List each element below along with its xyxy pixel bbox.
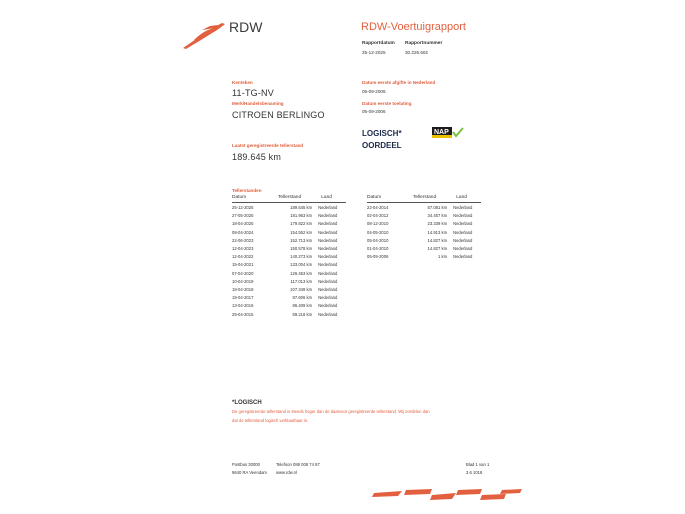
table-row (367, 244, 481, 252)
cell-datum: 07-04-2020 (232, 270, 254, 276)
cell-tellerstand: 181.963 km (290, 213, 313, 219)
rapportnummer-label: Rapportnummer (405, 41, 443, 46)
table-row (367, 253, 481, 261)
cell-tellerstand: 107.349 km (290, 286, 313, 292)
cell-datum: 18-04-2025 (232, 221, 254, 227)
table-row (232, 277, 346, 285)
cell-land: Nederland (453, 229, 473, 235)
cell-tellerstand: 14.827 km (427, 237, 448, 243)
cell-land: Nederland (318, 205, 338, 211)
col-datum: Datum (367, 195, 382, 200)
cell-tellerstand: 14.827 km (427, 246, 448, 252)
cell-tellerstand: 69.218 km (292, 311, 313, 317)
cell-tellerstand: 14.913 km (427, 229, 448, 235)
cell-land: Nederland (453, 254, 473, 260)
table-row (232, 285, 346, 293)
table-row (232, 204, 346, 212)
table-row (232, 294, 346, 302)
cell-tellerstand: 57.081 km (427, 205, 448, 211)
cell-datum: 29-04-2015 (232, 311, 254, 317)
cell-datum: 25-12-2025 (232, 205, 254, 211)
tellerstanden-table-right (367, 195, 481, 261)
table-row (367, 228, 481, 236)
cell-tellerstand: 133.004 km (290, 262, 313, 268)
cell-datum: 10-04-2019 (232, 278, 254, 284)
eerste-nl-value: 05-09-2006 (362, 89, 386, 94)
cell-land: Nederland (318, 278, 338, 284)
table-row (232, 302, 346, 310)
footer-blad: Blad 1 van 1 (466, 462, 490, 467)
teller-value: 189.645 km (232, 152, 282, 162)
cell-tellerstand: 23.339 km (427, 221, 448, 227)
cell-datum: 18-04-2018 (232, 286, 254, 292)
cell-land: Nederland (318, 286, 338, 292)
report-title: RDW-Voertuigrapport (361, 21, 466, 33)
cell-land: Nederland (318, 229, 338, 235)
cell-land: Nederland (318, 270, 338, 276)
cell-datum: 08-12-2010 (367, 221, 389, 227)
cell-land: Nederland (318, 246, 338, 252)
table-row (232, 253, 346, 261)
cell-datum: 19-04-2017 (232, 295, 254, 301)
cell-datum: 15-04-2021 (232, 262, 254, 268)
cell-tellerstand: 189.645 km (290, 205, 313, 211)
col-tellerstand: Tellerstand (412, 195, 437, 200)
cell-datum: 04-05-2010 (367, 229, 389, 235)
cell-land: Nederland (318, 295, 338, 301)
table-row (367, 212, 481, 220)
cell-land: Nederland (453, 221, 473, 227)
cell-datum: 02-04-2012 (367, 213, 389, 219)
cell-datum: 12-04-2022 (232, 254, 254, 260)
cell-tellerstand: 154.552 km (290, 229, 313, 235)
cell-land: Nederland (453, 205, 473, 211)
footnote-title: *LOGISCH (232, 400, 262, 406)
footer-postbus: Postbus 30000 (232, 462, 260, 467)
teller-label: Laatst geregistreerde tellerstand (232, 143, 304, 148)
rapportnummer-value: 30.226.602 (405, 50, 428, 55)
table-row (232, 269, 346, 277)
table-row (367, 220, 481, 228)
table-header (367, 195, 481, 203)
cell-land: Nederland (453, 237, 473, 243)
cell-tellerstand: 117.013 km (290, 278, 313, 284)
nap-logo-icon (432, 127, 464, 138)
cell-tellerstand: 150.578 km (290, 246, 313, 252)
eerste-nl-label: Datum eerste afgifte in Nederland (362, 80, 436, 85)
col-land: Land (321, 195, 332, 200)
footer-versie: 3.6 1018 (466, 470, 483, 475)
table-header (232, 195, 346, 203)
cell-tellerstand: 140.273 km (290, 254, 313, 260)
cell-land: Nederland (318, 303, 338, 309)
cell-datum: 01-04-2010 (367, 246, 389, 252)
cell-land: Nederland (453, 213, 473, 219)
merk-label: Merk/Handelsbenaming (232, 101, 284, 106)
oordeel-value: LOGISCH* (362, 129, 402, 138)
table-row (232, 244, 346, 252)
cell-datum: 12-04-2023 (232, 246, 254, 252)
cell-datum: 22-06-2023 (232, 237, 254, 243)
cell-land: Nederland (318, 213, 338, 219)
cell-land: Nederland (318, 237, 338, 243)
table-row (232, 228, 346, 236)
cell-tellerstand: 126.453 km (290, 270, 313, 276)
logo-text: RDW (229, 19, 263, 35)
merk-value: CITROEN BERLINGO (232, 110, 325, 120)
footnote-line2: dat de tellerstand logisch verklaarbaar is. (232, 418, 309, 423)
cell-tellerstand: 34.457 km (427, 213, 448, 219)
table-row (232, 220, 346, 228)
footer-website: www.rdw.nl (276, 470, 297, 475)
cell-tellerstand: 86.409 km (292, 303, 313, 309)
eerste-toel-label: Datum eerste toelating (362, 101, 412, 106)
rapportdatum-value: 25-12-2025 (362, 50, 386, 55)
col-land: Land (456, 195, 467, 200)
cell-tellerstand: 97.606 km (292, 295, 313, 301)
cell-datum: 05-04-2010 (367, 237, 389, 243)
rapportdatum-label: Rapportdatum (362, 41, 395, 46)
footnote-line1: De geregistreerde tellerstand is steeds hoger dan de daarvoor geregistreerde tellerstand. Wij oordelen dan (232, 409, 430, 414)
cell-datum: 05-09-2006 (367, 254, 389, 260)
cell-tellerstand: 179.822 km (290, 221, 313, 227)
table-row (232, 212, 346, 220)
table-row (232, 261, 346, 269)
tellerstanden-table-left (232, 195, 346, 318)
footer-plaats: 9640 RA Veendam (232, 470, 267, 475)
col-tellerstand: Tellerstand (277, 195, 302, 200)
table-row (232, 236, 346, 244)
cell-land: Nederland (453, 246, 473, 252)
cell-land: Nederland (318, 311, 338, 317)
oordeel-label: OORDEEL (362, 141, 402, 150)
nap-text: NAP (434, 129, 449, 136)
table-row (367, 236, 481, 244)
cell-datum: 22-04-2014 (367, 205, 389, 211)
cell-datum: 08-04-2024 (232, 229, 254, 235)
cell-land: Nederland (318, 262, 338, 268)
kenteken-label: Kenteken (232, 80, 253, 85)
cell-tellerstand: 152.713 km (290, 237, 313, 243)
rdw-logo-icon (182, 20, 226, 50)
cell-datum: 27-05-2025 (232, 213, 254, 219)
eerste-toel-value: 05-09-2006 (362, 109, 386, 114)
footer-telefoon: Telefoon 088 008 74 87 (276, 462, 320, 467)
cell-land: Nederland (318, 254, 338, 260)
cell-datum: 13-04-2016 (232, 303, 254, 309)
table-row (232, 310, 346, 318)
cell-tellerstand: 1 km (437, 254, 448, 260)
tellerstanden-label: Tellerstanden (232, 188, 262, 193)
cell-land: Nederland (318, 221, 338, 227)
rdw-stripes-icon (372, 487, 524, 501)
col-datum: Datum (232, 195, 247, 200)
kenteken-value: 11-TG-NV (232, 88, 274, 98)
table-row (367, 204, 481, 212)
